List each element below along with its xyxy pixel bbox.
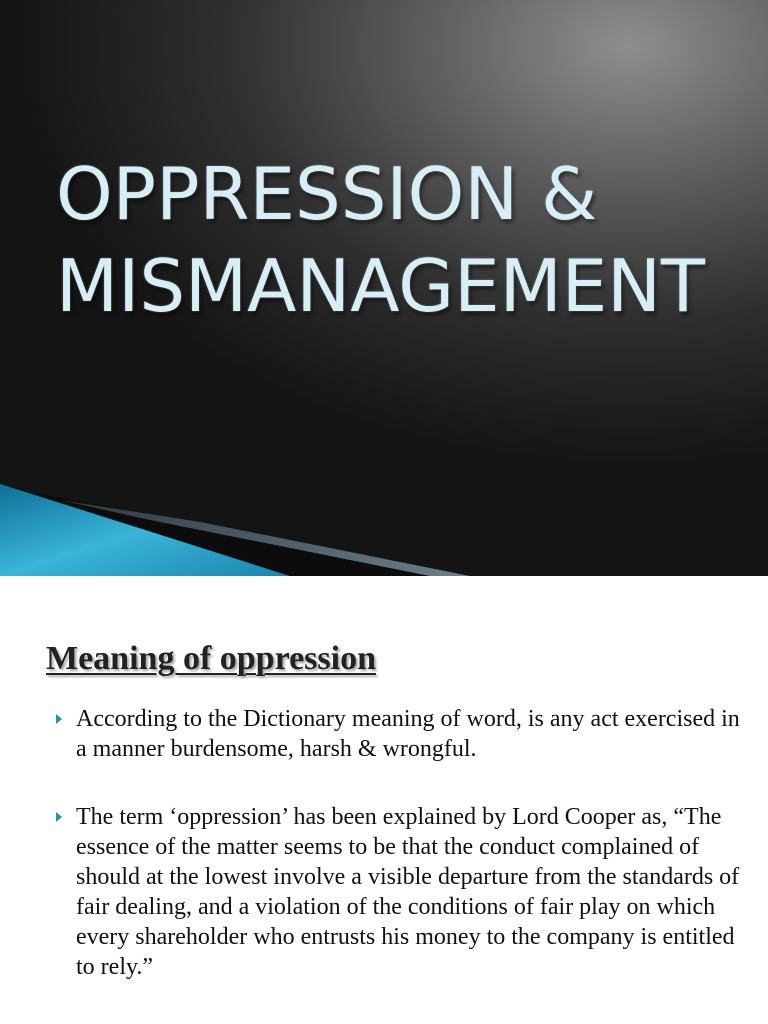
- slide-title: OPPRESSION & MISMANAGEMENT: [56, 152, 706, 328]
- bullet-item: [52, 802, 752, 982]
- bullet-list: [52, 704, 752, 982]
- section-heading: Meaning of oppression: [46, 640, 376, 677]
- content-slide: [0, 576, 768, 1024]
- bullet-text: According to the Dictionary meaning of word, is any act exercised in a manner burdensome, harsh & wrongful.: [76, 706, 740, 762]
- bullet-item: [52, 704, 752, 764]
- triangle-right-icon: [56, 714, 62, 724]
- decorative-swoosh: [0, 470, 768, 576]
- bullet-text: The term ‘oppression’ has been explained by Lord Cooper as, “The essence of the matter seems to be that the conduct complained of should at the lowest involve a visible departure from the standards of fair dealing, and a violation of the conditions of fair play on which every shareholder who entrusts his money to the company is entitled to rely.”: [76, 804, 740, 980]
- triangle-right-icon: [56, 812, 62, 822]
